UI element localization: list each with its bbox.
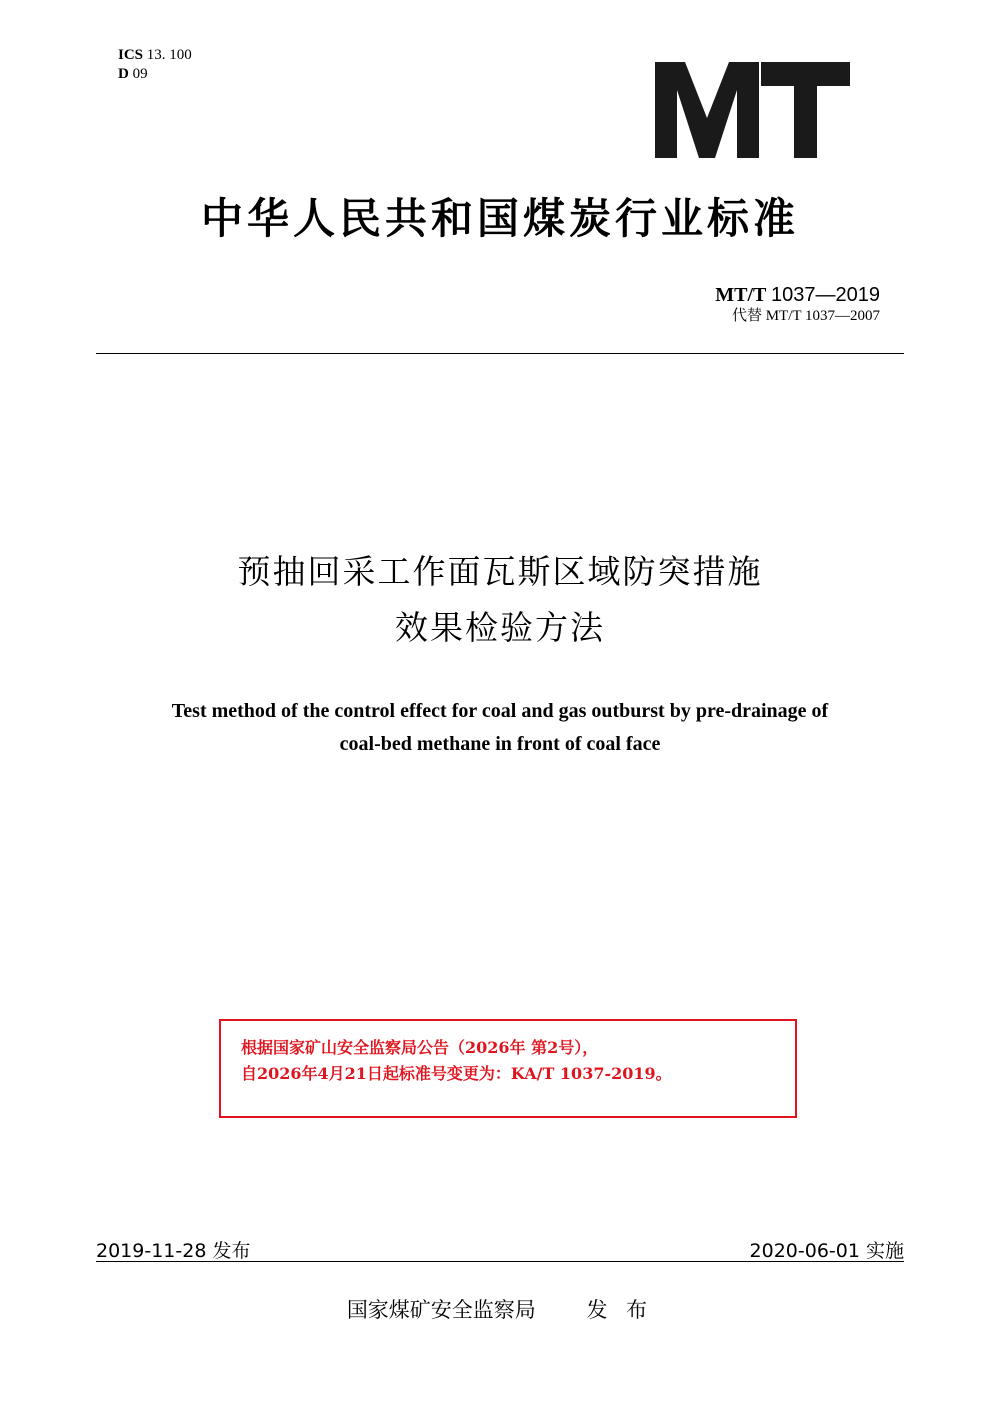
ccs-line [118,65,192,84]
mt-logo [655,62,850,158]
english-title-line2: coal-bed methane in front of coal face [339,733,661,755]
notice-box [219,1019,797,1118]
replaces-standard: 代替 MT/T 1037—2007 [731,308,880,324]
chinese-title [0,544,1000,656]
standard-code: 1037—2019 [771,284,880,306]
footer-divider [96,1261,904,1262]
ccs-code: 09 [132,66,148,82]
chinese-title-line2: 效果检验方法 [395,608,605,647]
notice-line1: 根据国家矿山安全监察局公告（2026年 第2号）， [241,1038,599,1057]
logo-letter-t [761,62,850,158]
standard-prefix: MT/T [715,284,767,306]
english-title [100,695,900,761]
classification-codes [118,46,192,84]
publisher-line [0,1294,1000,1324]
publisher-name: 国家煤矿安全监察局 [346,1298,536,1322]
standard-number-block [715,283,880,325]
issue-date: 2019-11-28 发布 [96,1240,251,1262]
publisher-action: 发 布 [586,1298,654,1322]
english-title-line1: Test method of the control effect for coal and gas outburst by pre-drainage of [171,700,829,722]
header-divider [96,353,904,354]
organization-title: 中华人民共和国煤炭行业标准 [200,194,799,243]
logo-letter-m [655,62,759,158]
standard-number [715,283,880,307]
notice-line2: 自2026年4月21日起标准号变更为：KA/T 1037-2019。 [241,1064,672,1083]
ccs-label: D [118,66,129,82]
chinese-title-line1: 预抽回采工作面瓦斯区域防突措施 [237,552,763,591]
ics-label: ICS [118,47,144,63]
notice-text [241,1035,672,1087]
ics-code: 13. 100 [146,47,192,63]
ics-line [118,46,192,65]
implementation-date: 2020-06-01 实施 [749,1240,904,1262]
